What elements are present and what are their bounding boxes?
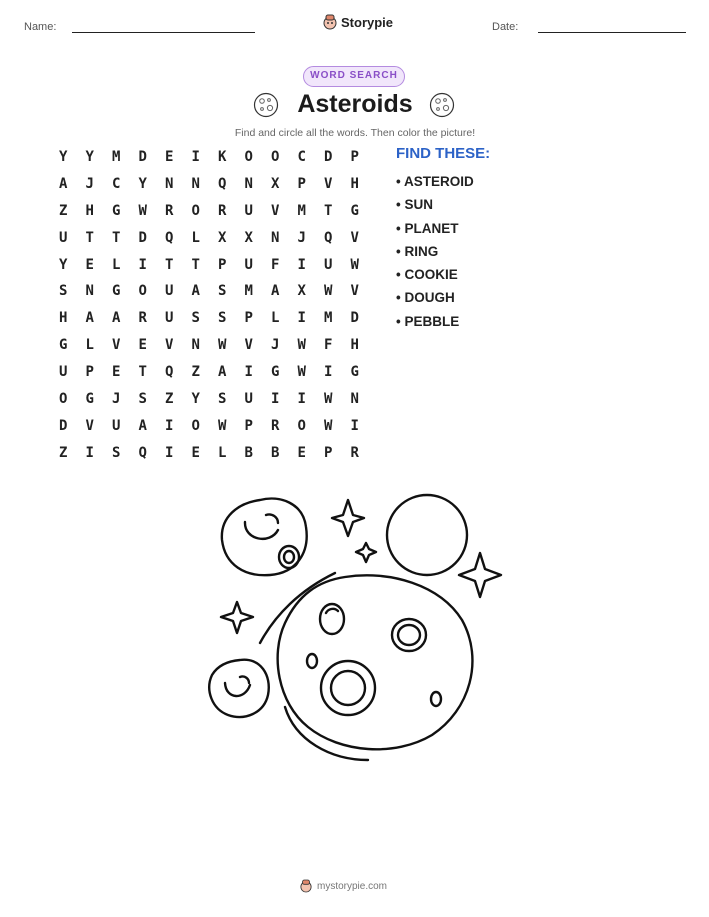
grid-letter: R xyxy=(350,444,359,461)
grid-letter: H xyxy=(59,310,68,327)
grid-letter: P xyxy=(244,417,253,434)
name-line xyxy=(72,32,255,33)
grid-letter: W xyxy=(138,202,147,219)
grid-letter: I xyxy=(138,256,147,273)
name-label: Name: xyxy=(24,21,57,33)
grid-letter: F xyxy=(271,256,280,273)
grid-letter: U xyxy=(165,283,174,300)
date-label: Date: xyxy=(492,21,519,33)
grid-letter: J xyxy=(85,175,94,192)
grid-letter: S xyxy=(218,391,227,408)
grid-letter: A xyxy=(59,175,68,192)
grid-letter: L xyxy=(112,256,121,273)
grid-letter: U xyxy=(244,391,253,408)
grid-letter: X xyxy=(271,175,280,192)
grid-letter: Y xyxy=(85,149,94,165)
footer xyxy=(300,879,387,893)
word-item: • COOKIE xyxy=(396,267,458,283)
storypie-logo-icon xyxy=(323,14,337,30)
grid-letter: S xyxy=(112,444,121,461)
grid-letter: A xyxy=(138,417,147,434)
grid-letter: K xyxy=(218,149,227,165)
grid-letter: G xyxy=(350,202,359,219)
grid-letter: I xyxy=(244,364,253,381)
grid-letter: N xyxy=(271,229,280,246)
grid-letter: L xyxy=(218,444,227,461)
grid-letter: G xyxy=(59,337,68,354)
grid-letter: G xyxy=(271,364,280,381)
instructions: Find and circle all the words. Then color the picture! xyxy=(234,127,476,139)
grid-letter: B xyxy=(244,444,253,461)
grid-letter: O xyxy=(191,417,200,434)
grid-letter: E xyxy=(191,444,200,461)
grid-letter: U xyxy=(324,256,333,273)
grid-letter: Z xyxy=(165,391,174,408)
grid-letter: I xyxy=(297,310,306,327)
word-item: • PLANET xyxy=(396,220,459,236)
grid-letter: P xyxy=(350,149,359,165)
grid-letter: A xyxy=(112,310,121,327)
asteroid-illustration xyxy=(200,485,510,775)
grid-letter: Y xyxy=(59,149,68,165)
grid-letter: W xyxy=(297,364,306,381)
grid-letter: Z xyxy=(59,444,68,461)
grid-letter: V xyxy=(165,337,174,354)
grid-letter: W xyxy=(297,337,306,354)
grid-letter: X xyxy=(297,283,306,300)
grid-letter: Q xyxy=(324,229,333,246)
grid-letter: G xyxy=(85,391,94,408)
grid-letter: A xyxy=(218,364,227,381)
grid-letter: I xyxy=(350,417,359,434)
word-search-badge: WORD SEARCH xyxy=(303,66,405,87)
word-item: • RING xyxy=(396,243,439,259)
grid-letter: M xyxy=(112,149,121,165)
grid-letter: S xyxy=(218,310,227,327)
grid-letter: G xyxy=(350,364,359,381)
grid-letter: D xyxy=(138,149,147,165)
grid-letter: J xyxy=(112,391,121,408)
grid-letter: O xyxy=(138,283,147,300)
grid-letter: R xyxy=(165,202,174,219)
grid-letter: O xyxy=(191,202,200,219)
grid-letter: E xyxy=(112,364,121,381)
grid-letter: L xyxy=(271,310,280,327)
storypie-logo xyxy=(323,14,393,30)
grid-letter: E xyxy=(165,149,174,165)
grid-letter: C xyxy=(112,175,121,192)
grid-letter: V xyxy=(350,229,359,246)
grid-letter: T xyxy=(165,256,174,273)
grid-letter: A xyxy=(85,310,94,327)
grid-letter: A xyxy=(191,283,200,300)
grid-letter: W xyxy=(350,256,359,273)
grid-letter: T xyxy=(112,229,121,246)
grid-letter: W xyxy=(218,417,227,434)
grid-letter: M xyxy=(297,202,306,219)
grid-letter: J xyxy=(297,229,306,246)
grid-letter: T xyxy=(138,364,147,381)
grid-letter: X xyxy=(218,229,227,246)
grid-letter: V xyxy=(324,175,333,192)
grid-letter: R xyxy=(138,310,147,327)
grid-letter: Z xyxy=(191,364,200,381)
grid-letter: I xyxy=(324,364,333,381)
grid-letter: N xyxy=(191,337,200,354)
grid-letter: D xyxy=(350,310,359,327)
grid-letter: F xyxy=(324,337,333,354)
footer-url: mystorypie.com xyxy=(317,880,388,892)
grid-letter: V xyxy=(112,337,121,354)
grid-letter: I xyxy=(271,391,280,408)
grid-letter: P xyxy=(324,444,333,461)
grid-letter: O xyxy=(297,417,306,434)
grid-letter: E xyxy=(85,256,94,273)
grid-letter: T xyxy=(191,256,200,273)
moon-ball-icon xyxy=(429,92,455,118)
word-item: • SUN xyxy=(396,197,433,213)
grid-letter: I xyxy=(85,444,94,461)
word-item: • PEBBLE xyxy=(396,313,460,329)
grid-letter: N xyxy=(350,391,359,408)
grid-letter: O xyxy=(59,391,68,408)
grid-letter: S xyxy=(218,283,227,300)
grid-letter: I xyxy=(191,149,200,165)
grid-letter: V xyxy=(244,337,253,354)
grid-letter: Q xyxy=(165,229,174,246)
grid-letter: M xyxy=(244,283,253,300)
grid-letter: W xyxy=(218,337,227,354)
storypie-logo-icon xyxy=(300,879,312,893)
word-list xyxy=(396,170,474,333)
grid-letter: L xyxy=(191,229,200,246)
find-these-heading: FIND THESE: xyxy=(396,145,491,162)
grid-letter: D xyxy=(59,417,68,434)
grid-letter: U xyxy=(165,310,174,327)
grid-letter: U xyxy=(59,364,68,381)
grid-letter: Q xyxy=(165,364,174,381)
grid-letter: N xyxy=(165,175,174,192)
grid-letter: P xyxy=(244,310,253,327)
grid-letter: I xyxy=(297,391,306,408)
grid-letter: Y xyxy=(191,391,200,408)
grid-letter: I xyxy=(165,417,174,434)
grid-letter: V xyxy=(350,283,359,300)
grid-letter: E xyxy=(138,337,147,354)
grid-letter: W xyxy=(324,391,333,408)
grid-letter: U xyxy=(112,417,121,434)
grid-letter: D xyxy=(138,229,147,246)
grid-letter: X xyxy=(244,229,253,246)
grid-letter: A xyxy=(271,283,280,300)
grid-letter: P xyxy=(297,175,306,192)
grid-letter: O xyxy=(244,149,253,165)
grid-letter: Q xyxy=(138,444,147,461)
grid-letter: M xyxy=(324,310,333,327)
grid-letter: T xyxy=(85,229,94,246)
grid-letter: J xyxy=(271,337,280,354)
grid-letter: N xyxy=(244,175,253,192)
grid-letter: B xyxy=(271,444,280,461)
grid-letter: L xyxy=(85,337,94,354)
grid-letter: D xyxy=(324,149,333,165)
grid-letter: O xyxy=(271,149,280,165)
grid-letter: R xyxy=(271,417,280,434)
grid-letter: G xyxy=(112,283,121,300)
grid-letter: V xyxy=(85,417,94,434)
grid-letter: S xyxy=(191,310,200,327)
brand-name: Storypie xyxy=(341,14,394,30)
grid-letter: W xyxy=(324,417,333,434)
grid-letter: P xyxy=(218,256,227,273)
word-item: • DOUGH xyxy=(396,290,455,306)
grid-letter: T xyxy=(324,202,333,219)
grid-letter: Y xyxy=(138,175,147,192)
grid-letter: E xyxy=(297,444,306,461)
grid-letter: Q xyxy=(218,175,227,192)
grid-letter: R xyxy=(218,202,227,219)
grid-letter: S xyxy=(138,391,147,408)
grid-letter: Z xyxy=(59,202,68,219)
grid-letter: I xyxy=(297,256,306,273)
grid-letter: G xyxy=(112,202,121,219)
grid-letter: N xyxy=(191,175,200,192)
grid-letter: U xyxy=(244,256,253,273)
grid-letter: C xyxy=(297,149,306,165)
grid-letter: V xyxy=(271,202,280,219)
grid-letter: W xyxy=(324,283,333,300)
grid-letter: U xyxy=(244,202,253,219)
grid-letter: P xyxy=(85,364,94,381)
letter-grid xyxy=(50,147,368,470)
grid-letter: N xyxy=(85,283,94,300)
grid-letter: S xyxy=(59,283,68,300)
grid-letter: H xyxy=(85,202,94,219)
grid-letter: U xyxy=(59,229,68,246)
word-item: • ASTEROID xyxy=(396,174,474,189)
grid-letter: Y xyxy=(59,256,68,273)
grid-letter: I xyxy=(165,444,174,461)
page-title: Asteroids xyxy=(297,90,413,118)
grid-letter: H xyxy=(350,175,359,192)
grid-letter: H xyxy=(350,337,359,354)
date-line xyxy=(538,32,686,33)
